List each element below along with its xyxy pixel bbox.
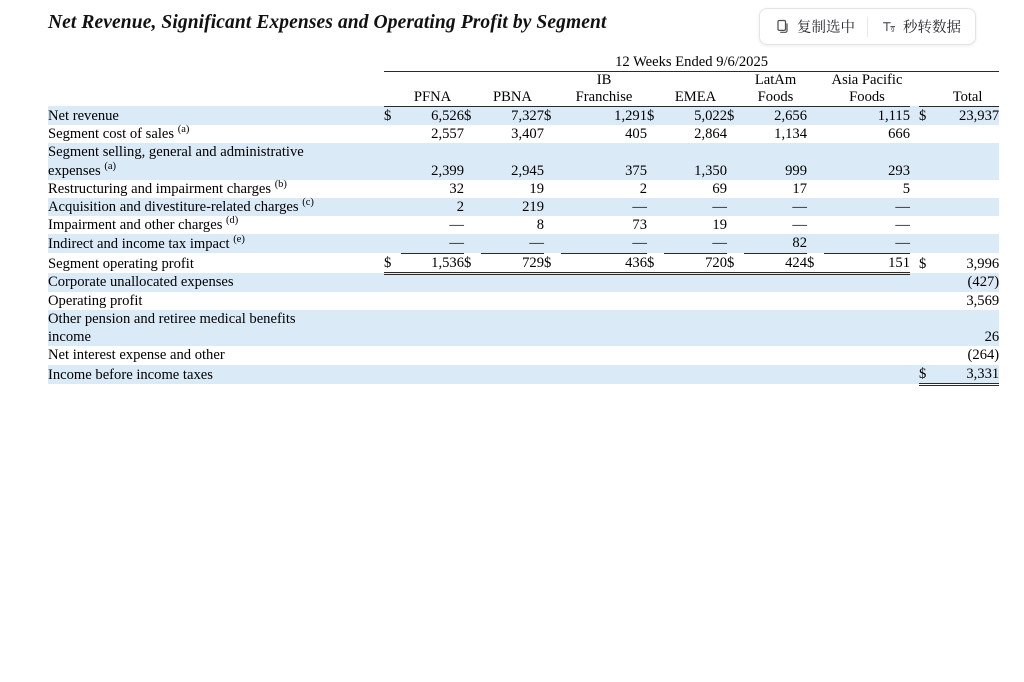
currency-symbol xyxy=(807,106,824,125)
cell-value: — xyxy=(401,234,464,253)
currency-symbol: $ xyxy=(919,256,927,273)
cell-value: 424 xyxy=(744,253,807,273)
cell-value: — xyxy=(895,217,910,234)
cell-value: 19 xyxy=(712,217,727,234)
cell-value: 23,937 xyxy=(959,107,1000,124)
row-label-segment-operating-profit: Segment operating profit xyxy=(48,256,194,273)
footnote-marker: (e) xyxy=(233,234,245,246)
table-row xyxy=(48,346,999,364)
currency-symbol: $ xyxy=(647,253,664,273)
col-header-6-line1: Asia Pacific xyxy=(831,72,903,89)
col-header-total: Total xyxy=(936,89,999,106)
cell-value: 1,350 xyxy=(694,162,727,179)
cell-value: 73 xyxy=(632,217,647,234)
table-row xyxy=(48,180,999,198)
cell-value xyxy=(936,125,999,143)
table-row xyxy=(48,234,999,253)
row-label-indirect-tax xyxy=(48,234,384,253)
table-row xyxy=(48,106,999,125)
table-row xyxy=(48,143,999,161)
cell-value: 26 xyxy=(984,329,1000,346)
currency-symbol: $ xyxy=(384,107,392,124)
cell-value: 2,656 xyxy=(774,107,807,124)
cell-value xyxy=(936,180,999,198)
cell-value: 1,115 xyxy=(877,107,910,124)
col-header-pbna: PBNA xyxy=(481,89,544,106)
table-row xyxy=(48,162,999,180)
cell-value: 1,134 xyxy=(774,126,807,143)
currency-symbol: $ xyxy=(919,365,936,385)
row-label-text: Restructuring and impairment charges xyxy=(48,180,275,197)
row-label-net-revenue: Net revenue xyxy=(48,107,119,124)
row-label-text: Indirect and income tax impact xyxy=(48,235,234,252)
cell-value: 82 xyxy=(744,234,807,253)
cell-value: 3,407 xyxy=(511,126,544,143)
cell-value: 293 xyxy=(888,162,910,179)
currency-symbol: $ xyxy=(544,107,552,124)
cell-value: (264) xyxy=(967,347,1000,364)
cell-value: 32 xyxy=(449,180,464,197)
row-label-other-pension-line1: Other pension and retiree medical benefits xyxy=(48,310,296,327)
cell-value: — xyxy=(561,234,647,253)
copy-icon xyxy=(774,18,791,35)
footnote-marker: (b) xyxy=(274,178,287,190)
cell-value: 69 xyxy=(712,180,727,197)
footnote-marker: (a) xyxy=(104,160,116,172)
cell-value xyxy=(936,216,999,234)
table-row xyxy=(48,328,999,346)
table-row xyxy=(48,365,999,385)
row-label-text: expenses xyxy=(48,162,105,179)
cell-value: 666 xyxy=(888,126,910,143)
cell-value: 3,996 xyxy=(966,256,1000,273)
cell-value: 219 xyxy=(522,198,544,215)
cell-value: — xyxy=(824,234,910,253)
table-row xyxy=(48,125,999,143)
row-label-segment-cost-of-sales xyxy=(48,125,384,143)
cell-value: 1,536 xyxy=(401,253,464,273)
row-label-net-interest-expense: Net interest expense and other xyxy=(48,347,225,364)
toolbar-divider xyxy=(867,17,868,37)
cell-value: 720 xyxy=(664,253,727,273)
row-label-income-before-taxes: Income before income taxes xyxy=(48,367,213,384)
currency-symbol: $ xyxy=(807,253,824,273)
page-title: Net Revenue, Significant Expenses and Operating Profit by Segment xyxy=(48,12,607,33)
convert-to-data-button[interactable] xyxy=(878,14,963,39)
cell-value: — xyxy=(712,198,727,215)
currency-symbol: $ xyxy=(727,253,744,273)
table-body xyxy=(48,106,999,384)
column-header-line1 xyxy=(48,72,999,89)
cell-value: 999 xyxy=(785,162,807,179)
currency-symbol: $ xyxy=(647,107,655,124)
cell-value xyxy=(936,198,999,216)
cell-value: 7,327 xyxy=(511,107,544,124)
cell-value: 19 xyxy=(529,180,544,197)
cell-value: — xyxy=(449,217,464,234)
currency-symbol: $ xyxy=(544,253,561,273)
row-label-text: Impairment and other charges xyxy=(48,217,227,234)
table-row xyxy=(48,198,999,216)
convert-to-data-label: 秒转数据 xyxy=(903,20,961,36)
currency-symbol: $ xyxy=(919,107,927,124)
col-header-ib-franchise: Franchise xyxy=(561,89,647,106)
cell-value xyxy=(936,234,999,253)
table-row xyxy=(48,310,999,328)
col-header-asia-pacific-foods: Foods xyxy=(824,89,910,106)
col-header-1-line1 xyxy=(401,72,464,89)
cell-value: — xyxy=(632,198,647,215)
cell-value: — xyxy=(792,198,807,215)
cell-value: 5,022 xyxy=(694,107,727,124)
cell-value: 2,864 xyxy=(694,126,727,143)
col-header-7-line1 xyxy=(936,72,999,89)
cell-value: 151 xyxy=(824,253,910,273)
row-label-operating-profit: Operating profit xyxy=(48,292,143,309)
cell-value: 5 xyxy=(902,180,910,197)
footnote-marker: (c) xyxy=(302,197,314,209)
cell-value: 3,569 xyxy=(966,292,1000,309)
cell-value: 375 xyxy=(625,162,647,179)
col-header-3-line1: IB xyxy=(596,72,612,89)
cell-value: 2,557 xyxy=(431,126,464,143)
currency-symbol: $ xyxy=(384,253,401,273)
row-label-other-pension-line2: income xyxy=(48,329,91,346)
col-header-pfna: PFNA xyxy=(401,89,464,106)
table-row xyxy=(48,292,999,310)
col-header-2-line1 xyxy=(481,72,544,89)
cell-value: 6,526 xyxy=(431,107,464,124)
col-header-latam-foods: Foods xyxy=(744,89,807,106)
copy-selection-button[interactable] xyxy=(772,14,857,39)
row-label-acquisition xyxy=(48,198,384,216)
financial-table-container xyxy=(0,45,1024,386)
cell-value: 405 xyxy=(625,126,647,143)
cell-value: 2,945 xyxy=(511,162,544,179)
period-header-row xyxy=(48,53,999,72)
col-header-emea: EMEA xyxy=(664,89,727,106)
copy-selection-label: 复制选中 xyxy=(797,20,855,36)
table-row xyxy=(48,253,999,273)
table-row xyxy=(48,216,999,234)
footnote-marker: (a) xyxy=(177,124,190,136)
row-label-text: Acquisition and divestiture-related charges xyxy=(48,198,303,215)
cell-value: 2 xyxy=(456,198,464,215)
cell-value: 17 xyxy=(792,180,807,197)
col-header-5-line1: LatAm xyxy=(754,72,797,89)
cell-value: 2 xyxy=(639,180,647,197)
cell-value: 2,399 xyxy=(431,162,464,179)
row-label-impairment-other xyxy=(48,216,384,234)
column-header-line2 xyxy=(48,89,999,106)
cell-value: — xyxy=(895,198,910,215)
cell-value: — xyxy=(481,234,544,253)
row-label-sga-line2 xyxy=(48,162,384,180)
cell-value: 729 xyxy=(481,253,544,273)
currency-symbol: $ xyxy=(727,107,735,124)
period-header: 12 Weeks Ended 9/6/2025 xyxy=(384,53,999,72)
table-convert-icon xyxy=(880,18,897,35)
cell-value: 3,331 xyxy=(936,365,999,385)
currency-symbol: $ xyxy=(464,253,481,273)
floating-toolbar xyxy=(759,8,976,45)
cell-value: 8 xyxy=(536,217,544,234)
segment-financial-table xyxy=(48,53,999,386)
row-label-corporate-unallocated: Corporate unallocated expenses xyxy=(48,274,234,291)
svg-text:9: 9 xyxy=(890,26,894,34)
document-header xyxy=(0,0,1024,45)
table-row xyxy=(48,273,999,291)
cell-value: — xyxy=(664,234,727,253)
table-header-group xyxy=(48,53,999,106)
row-label-text: Segment cost of sales xyxy=(48,126,178,143)
cell-value: — xyxy=(792,217,807,234)
cell-value: (427) xyxy=(967,274,1000,291)
cell-value: 436 xyxy=(561,253,647,273)
cell-value xyxy=(936,162,999,180)
footnote-marker: (d) xyxy=(226,215,239,227)
row-label-restructuring xyxy=(48,180,384,198)
currency-symbol: $ xyxy=(464,107,472,124)
col-header-4-line1 xyxy=(664,72,727,89)
cell-value: 1,291 xyxy=(614,107,647,124)
row-label-sga-line1: Segment selling, general and administrative xyxy=(48,144,304,161)
